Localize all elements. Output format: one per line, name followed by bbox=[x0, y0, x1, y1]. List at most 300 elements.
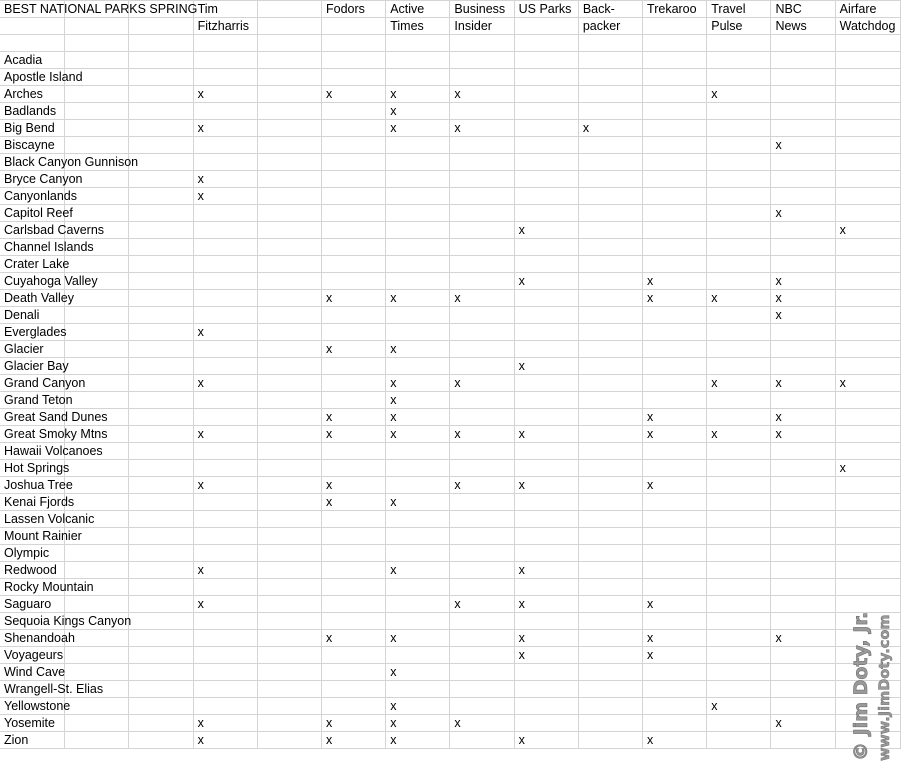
cell[interactable] bbox=[835, 528, 900, 545]
cell[interactable] bbox=[450, 273, 514, 290]
cell[interactable] bbox=[322, 358, 386, 375]
cell[interactable] bbox=[386, 324, 450, 341]
cell[interactable] bbox=[386, 188, 450, 205]
cell[interactable] bbox=[643, 494, 707, 511]
cell[interactable] bbox=[771, 52, 835, 69]
mark-cell[interactable]: x bbox=[514, 358, 578, 375]
cell[interactable] bbox=[322, 528, 386, 545]
mark-cell[interactable]: x bbox=[386, 426, 450, 443]
cell[interactable] bbox=[514, 103, 578, 120]
mark-cell[interactable]: x bbox=[771, 715, 835, 732]
cell[interactable] bbox=[257, 103, 321, 120]
cell[interactable] bbox=[578, 596, 642, 613]
cell[interactable] bbox=[129, 222, 193, 239]
cell[interactable] bbox=[578, 171, 642, 188]
mark-cell[interactable]: x bbox=[514, 273, 578, 290]
cell[interactable] bbox=[257, 171, 321, 188]
cell[interactable] bbox=[514, 409, 578, 426]
cell[interactable] bbox=[643, 681, 707, 698]
cell[interactable] bbox=[322, 545, 386, 562]
cell[interactable] bbox=[707, 137, 771, 154]
mark-cell[interactable]: x bbox=[514, 222, 578, 239]
mark-cell[interactable]: x bbox=[514, 732, 578, 749]
cell[interactable] bbox=[771, 596, 835, 613]
mark-cell[interactable]: x bbox=[386, 290, 450, 307]
cell[interactable] bbox=[129, 341, 193, 358]
cell[interactable] bbox=[65, 494, 129, 511]
mark-cell[interactable]: x bbox=[450, 86, 514, 103]
cell[interactable] bbox=[578, 35, 642, 52]
cell[interactable] bbox=[578, 341, 642, 358]
mark-cell[interactable]: x bbox=[322, 341, 386, 358]
cell[interactable] bbox=[257, 256, 321, 273]
cell[interactable] bbox=[450, 664, 514, 681]
cell[interactable] bbox=[835, 171, 900, 188]
cell[interactable] bbox=[386, 69, 450, 86]
mark-cell[interactable]: x bbox=[322, 86, 386, 103]
mark-cell[interactable]: x bbox=[193, 375, 257, 392]
mark-cell[interactable]: x bbox=[322, 494, 386, 511]
park-name[interactable]: Redwood bbox=[0, 562, 65, 579]
mark-cell[interactable]: x bbox=[514, 647, 578, 664]
cell[interactable] bbox=[322, 698, 386, 715]
cell[interactable] bbox=[129, 579, 193, 596]
cell[interactable] bbox=[322, 188, 386, 205]
cell[interactable] bbox=[707, 511, 771, 528]
park-name[interactable]: Grand Canyon bbox=[0, 375, 65, 392]
cell[interactable] bbox=[193, 647, 257, 664]
park-name[interactable]: Big Bend bbox=[0, 120, 65, 137]
mark-cell[interactable]: x bbox=[193, 477, 257, 494]
park-name[interactable]: Badlands bbox=[0, 103, 65, 120]
cell[interactable] bbox=[257, 715, 321, 732]
cell[interactable] bbox=[643, 460, 707, 477]
cell[interactable] bbox=[257, 511, 321, 528]
mark-cell[interactable]: x bbox=[643, 477, 707, 494]
cell[interactable] bbox=[707, 613, 771, 630]
mark-cell[interactable]: x bbox=[193, 732, 257, 749]
cell[interactable] bbox=[771, 324, 835, 341]
source-header[interactable]: Airfare bbox=[835, 1, 900, 18]
source-header-line-2[interactable]: packer bbox=[578, 18, 642, 35]
cell[interactable] bbox=[707, 205, 771, 222]
cell[interactable] bbox=[578, 494, 642, 511]
cell[interactable] bbox=[771, 698, 835, 715]
cell[interactable] bbox=[450, 103, 514, 120]
cell[interactable] bbox=[771, 494, 835, 511]
mark-cell[interactable]: x bbox=[450, 426, 514, 443]
mark-cell[interactable]: x bbox=[707, 698, 771, 715]
cell[interactable] bbox=[129, 290, 193, 307]
cell[interactable] bbox=[578, 375, 642, 392]
cell[interactable] bbox=[578, 511, 642, 528]
cell[interactable] bbox=[129, 120, 193, 137]
mark-cell[interactable]: x bbox=[835, 460, 900, 477]
cell[interactable] bbox=[129, 664, 193, 681]
cell[interactable] bbox=[450, 494, 514, 511]
cell[interactable] bbox=[386, 35, 450, 52]
park-name[interactable]: Capitol Reef bbox=[0, 205, 65, 222]
cell[interactable] bbox=[835, 477, 900, 494]
cell[interactable] bbox=[193, 69, 257, 86]
cell[interactable] bbox=[257, 120, 321, 137]
cell[interactable] bbox=[65, 35, 129, 52]
cell[interactable] bbox=[578, 426, 642, 443]
cell[interactable] bbox=[578, 664, 642, 681]
park-name[interactable]: Shenandoah bbox=[0, 630, 65, 647]
cell[interactable] bbox=[129, 613, 193, 630]
cell[interactable] bbox=[707, 647, 771, 664]
cell[interactable] bbox=[193, 443, 257, 460]
cell[interactable] bbox=[450, 511, 514, 528]
mark-cell[interactable]: x bbox=[193, 120, 257, 137]
source-header[interactable]: Fodors bbox=[322, 1, 386, 18]
cell[interactable] bbox=[514, 460, 578, 477]
cell[interactable] bbox=[322, 137, 386, 154]
cell[interactable] bbox=[257, 596, 321, 613]
cell[interactable] bbox=[322, 613, 386, 630]
cell[interactable] bbox=[450, 324, 514, 341]
cell[interactable] bbox=[257, 698, 321, 715]
cell[interactable] bbox=[257, 477, 321, 494]
cell[interactable] bbox=[450, 698, 514, 715]
cell[interactable] bbox=[771, 256, 835, 273]
mark-cell[interactable]: x bbox=[386, 562, 450, 579]
cell[interactable] bbox=[514, 171, 578, 188]
mark-cell[interactable]: x bbox=[771, 205, 835, 222]
mark-cell[interactable]: x bbox=[835, 222, 900, 239]
cell[interactable] bbox=[322, 273, 386, 290]
park-name[interactable]: Carlsbad Caverns bbox=[0, 222, 65, 239]
mark-cell[interactable]: x bbox=[643, 426, 707, 443]
cell[interactable] bbox=[514, 392, 578, 409]
cell[interactable] bbox=[707, 630, 771, 647]
cell[interactable] bbox=[322, 596, 386, 613]
cell[interactable] bbox=[835, 69, 900, 86]
cell[interactable] bbox=[322, 664, 386, 681]
cell[interactable] bbox=[707, 715, 771, 732]
cell[interactable] bbox=[450, 562, 514, 579]
cell[interactable] bbox=[835, 256, 900, 273]
cell[interactable] bbox=[386, 171, 450, 188]
cell[interactable] bbox=[257, 579, 321, 596]
cell[interactable] bbox=[65, 715, 129, 732]
cell[interactable] bbox=[643, 222, 707, 239]
cell[interactable] bbox=[514, 137, 578, 154]
cell[interactable] bbox=[835, 596, 900, 613]
cell[interactable] bbox=[771, 154, 835, 171]
cell[interactable] bbox=[578, 579, 642, 596]
mark-cell[interactable]: x bbox=[514, 596, 578, 613]
cell[interactable] bbox=[707, 256, 771, 273]
cell[interactable] bbox=[386, 256, 450, 273]
cell[interactable] bbox=[386, 222, 450, 239]
mark-cell[interactable]: x bbox=[514, 562, 578, 579]
cell[interactable] bbox=[835, 52, 900, 69]
cell[interactable] bbox=[707, 664, 771, 681]
cell[interactable] bbox=[129, 426, 193, 443]
cell[interactable] bbox=[193, 52, 257, 69]
park-name[interactable]: Biscayne bbox=[0, 137, 65, 154]
mark-cell[interactable]: x bbox=[450, 375, 514, 392]
cell[interactable] bbox=[257, 273, 321, 290]
park-name[interactable]: Olympic bbox=[0, 545, 65, 562]
cell[interactable] bbox=[643, 341, 707, 358]
mark-cell[interactable]: x bbox=[707, 426, 771, 443]
cell[interactable] bbox=[257, 341, 321, 358]
park-name[interactable]: Saguaro bbox=[0, 596, 65, 613]
park-name[interactable]: Mount Rainier bbox=[0, 528, 65, 545]
cell[interactable] bbox=[193, 35, 257, 52]
park-name[interactable]: Hawaii Volcanoes bbox=[0, 443, 65, 460]
cell[interactable] bbox=[643, 137, 707, 154]
cell[interactable] bbox=[578, 69, 642, 86]
cell[interactable] bbox=[771, 171, 835, 188]
cell[interactable] bbox=[578, 545, 642, 562]
cell[interactable] bbox=[386, 307, 450, 324]
park-name[interactable]: Glacier Bay bbox=[0, 358, 65, 375]
cell[interactable] bbox=[707, 579, 771, 596]
cell[interactable] bbox=[707, 188, 771, 205]
cell[interactable] bbox=[450, 256, 514, 273]
cell[interactable] bbox=[514, 120, 578, 137]
cell[interactable] bbox=[193, 307, 257, 324]
cell[interactable] bbox=[129, 256, 193, 273]
cell[interactable] bbox=[514, 443, 578, 460]
cell[interactable] bbox=[450, 69, 514, 86]
cell[interactable] bbox=[707, 307, 771, 324]
cell[interactable] bbox=[386, 52, 450, 69]
cell[interactable] bbox=[514, 511, 578, 528]
cell[interactable] bbox=[322, 239, 386, 256]
cell[interactable] bbox=[322, 681, 386, 698]
cell[interactable] bbox=[257, 239, 321, 256]
cell[interactable] bbox=[129, 681, 193, 698]
source-header-line-2[interactable] bbox=[257, 18, 321, 35]
mark-cell[interactable]: x bbox=[514, 630, 578, 647]
park-name[interactable]: Sequoia Kings Canyon bbox=[0, 613, 65, 630]
cell[interactable] bbox=[65, 290, 129, 307]
cell[interactable] bbox=[450, 613, 514, 630]
cell[interactable] bbox=[257, 613, 321, 630]
cell[interactable] bbox=[450, 188, 514, 205]
mark-cell[interactable]: x bbox=[322, 630, 386, 647]
cell[interactable] bbox=[643, 154, 707, 171]
cell[interactable] bbox=[643, 528, 707, 545]
cell[interactable] bbox=[707, 681, 771, 698]
cell[interactable] bbox=[707, 494, 771, 511]
cell[interactable] bbox=[835, 35, 900, 52]
cell[interactable] bbox=[450, 392, 514, 409]
park-name[interactable]: Great Sand Dunes bbox=[0, 409, 65, 426]
cell[interactable] bbox=[65, 545, 129, 562]
source-header-line-2[interactable]: Fitzharris bbox=[193, 18, 257, 35]
park-name[interactable]: Apostle Island bbox=[0, 69, 65, 86]
cell[interactable] bbox=[578, 562, 642, 579]
mark-cell[interactable]: x bbox=[322, 290, 386, 307]
mark-cell[interactable]: x bbox=[643, 409, 707, 426]
cell[interactable] bbox=[65, 647, 129, 664]
cell[interactable] bbox=[835, 630, 900, 647]
cell[interactable] bbox=[771, 69, 835, 86]
cell[interactable] bbox=[386, 154, 450, 171]
cell[interactable] bbox=[835, 545, 900, 562]
cell[interactable] bbox=[322, 324, 386, 341]
park-name[interactable]: Zion bbox=[0, 732, 65, 749]
park-name[interactable]: Wrangell-St. Elias bbox=[0, 681, 65, 698]
cell[interactable] bbox=[193, 681, 257, 698]
cell[interactable] bbox=[257, 222, 321, 239]
cell[interactable] bbox=[129, 460, 193, 477]
park-name[interactable]: Wind Cave bbox=[0, 664, 65, 681]
cell[interactable] bbox=[129, 647, 193, 664]
mark-cell[interactable]: x bbox=[386, 103, 450, 120]
cell[interactable] bbox=[193, 409, 257, 426]
cell[interactable] bbox=[322, 511, 386, 528]
cell[interactable] bbox=[835, 188, 900, 205]
cell[interactable] bbox=[65, 477, 129, 494]
cell[interactable] bbox=[129, 443, 193, 460]
cell[interactable] bbox=[835, 86, 900, 103]
cell[interactable] bbox=[257, 443, 321, 460]
cell[interactable] bbox=[129, 732, 193, 749]
cell[interactable] bbox=[450, 647, 514, 664]
cell[interactable] bbox=[450, 307, 514, 324]
cell[interactable] bbox=[578, 613, 642, 630]
cell[interactable] bbox=[0, 18, 65, 35]
mark-cell[interactable]: x bbox=[771, 375, 835, 392]
mark-cell[interactable]: x bbox=[707, 375, 771, 392]
cell[interactable] bbox=[257, 630, 321, 647]
cell[interactable] bbox=[643, 205, 707, 222]
cell[interactable] bbox=[450, 528, 514, 545]
cell[interactable] bbox=[835, 137, 900, 154]
cell[interactable] bbox=[707, 392, 771, 409]
cell[interactable] bbox=[386, 511, 450, 528]
cell[interactable] bbox=[450, 579, 514, 596]
cell[interactable] bbox=[129, 375, 193, 392]
mark-cell[interactable]: x bbox=[771, 426, 835, 443]
cell[interactable] bbox=[514, 545, 578, 562]
cell[interactable] bbox=[707, 35, 771, 52]
park-name[interactable]: Arches bbox=[0, 86, 65, 103]
cell[interactable] bbox=[643, 392, 707, 409]
cell[interactable] bbox=[129, 596, 193, 613]
cell[interactable] bbox=[193, 664, 257, 681]
cell[interactable] bbox=[707, 341, 771, 358]
cell[interactable] bbox=[450, 443, 514, 460]
cell[interactable] bbox=[835, 732, 900, 749]
cell[interactable] bbox=[65, 52, 129, 69]
mark-cell[interactable]: x bbox=[322, 409, 386, 426]
cell[interactable] bbox=[643, 324, 707, 341]
cell[interactable] bbox=[771, 392, 835, 409]
source-header-line-2[interactable]: Pulse bbox=[707, 18, 771, 35]
cell[interactable] bbox=[643, 375, 707, 392]
cell[interactable] bbox=[386, 596, 450, 613]
source-header-line-2[interactable] bbox=[514, 18, 578, 35]
sheet-title[interactable]: BEST NATIONAL PARKS SPRING bbox=[0, 1, 65, 18]
cell[interactable] bbox=[835, 562, 900, 579]
cell[interactable] bbox=[322, 460, 386, 477]
cell[interactable] bbox=[129, 409, 193, 426]
cell[interactable] bbox=[578, 477, 642, 494]
cell[interactable] bbox=[514, 698, 578, 715]
cell[interactable] bbox=[193, 698, 257, 715]
cell[interactable] bbox=[129, 171, 193, 188]
cell[interactable] bbox=[193, 256, 257, 273]
cell[interactable] bbox=[322, 171, 386, 188]
cell[interactable] bbox=[322, 52, 386, 69]
cell[interactable] bbox=[771, 341, 835, 358]
cell[interactable] bbox=[514, 290, 578, 307]
cell[interactable] bbox=[193, 341, 257, 358]
cell[interactable] bbox=[450, 137, 514, 154]
cell[interactable] bbox=[129, 86, 193, 103]
cell[interactable] bbox=[835, 120, 900, 137]
cell[interactable] bbox=[65, 596, 129, 613]
mark-cell[interactable]: x bbox=[193, 562, 257, 579]
cell[interactable] bbox=[450, 409, 514, 426]
cell[interactable] bbox=[578, 103, 642, 120]
cell[interactable] bbox=[771, 664, 835, 681]
cell[interactable] bbox=[257, 188, 321, 205]
cell[interactable] bbox=[643, 511, 707, 528]
cell[interactable] bbox=[322, 443, 386, 460]
cell[interactable] bbox=[386, 579, 450, 596]
cell[interactable] bbox=[386, 647, 450, 664]
cell[interactable] bbox=[578, 307, 642, 324]
cell[interactable] bbox=[643, 103, 707, 120]
cell[interactable] bbox=[386, 273, 450, 290]
cell[interactable] bbox=[514, 239, 578, 256]
cell[interactable] bbox=[129, 307, 193, 324]
cell[interactable] bbox=[322, 69, 386, 86]
cell[interactable] bbox=[0, 35, 65, 52]
cell[interactable] bbox=[835, 494, 900, 511]
cell[interactable] bbox=[257, 324, 321, 341]
cell[interactable] bbox=[643, 698, 707, 715]
cell[interactable] bbox=[707, 171, 771, 188]
cell[interactable] bbox=[578, 154, 642, 171]
mark-cell[interactable]: x bbox=[386, 409, 450, 426]
cell[interactable] bbox=[707, 545, 771, 562]
cell[interactable] bbox=[129, 239, 193, 256]
cell[interactable] bbox=[835, 426, 900, 443]
park-name[interactable]: Hot Springs bbox=[0, 460, 65, 477]
cell[interactable] bbox=[578, 256, 642, 273]
cell[interactable] bbox=[386, 477, 450, 494]
park-name[interactable]: Yellowstone bbox=[0, 698, 65, 715]
mark-cell[interactable]: x bbox=[643, 596, 707, 613]
cell[interactable] bbox=[578, 52, 642, 69]
cell[interactable] bbox=[578, 188, 642, 205]
cell[interactable] bbox=[322, 35, 386, 52]
cell[interactable] bbox=[193, 154, 257, 171]
cell[interactable] bbox=[514, 256, 578, 273]
cell[interactable] bbox=[578, 698, 642, 715]
cell[interactable] bbox=[835, 239, 900, 256]
cell[interactable] bbox=[514, 188, 578, 205]
cell[interactable] bbox=[514, 664, 578, 681]
source-header-line-2[interactable]: Watchdog bbox=[835, 18, 900, 35]
cell[interactable] bbox=[707, 324, 771, 341]
cell[interactable] bbox=[771, 579, 835, 596]
cell[interactable] bbox=[129, 137, 193, 154]
cell[interactable] bbox=[514, 613, 578, 630]
mark-cell[interactable]: x bbox=[386, 664, 450, 681]
cell[interactable] bbox=[450, 681, 514, 698]
